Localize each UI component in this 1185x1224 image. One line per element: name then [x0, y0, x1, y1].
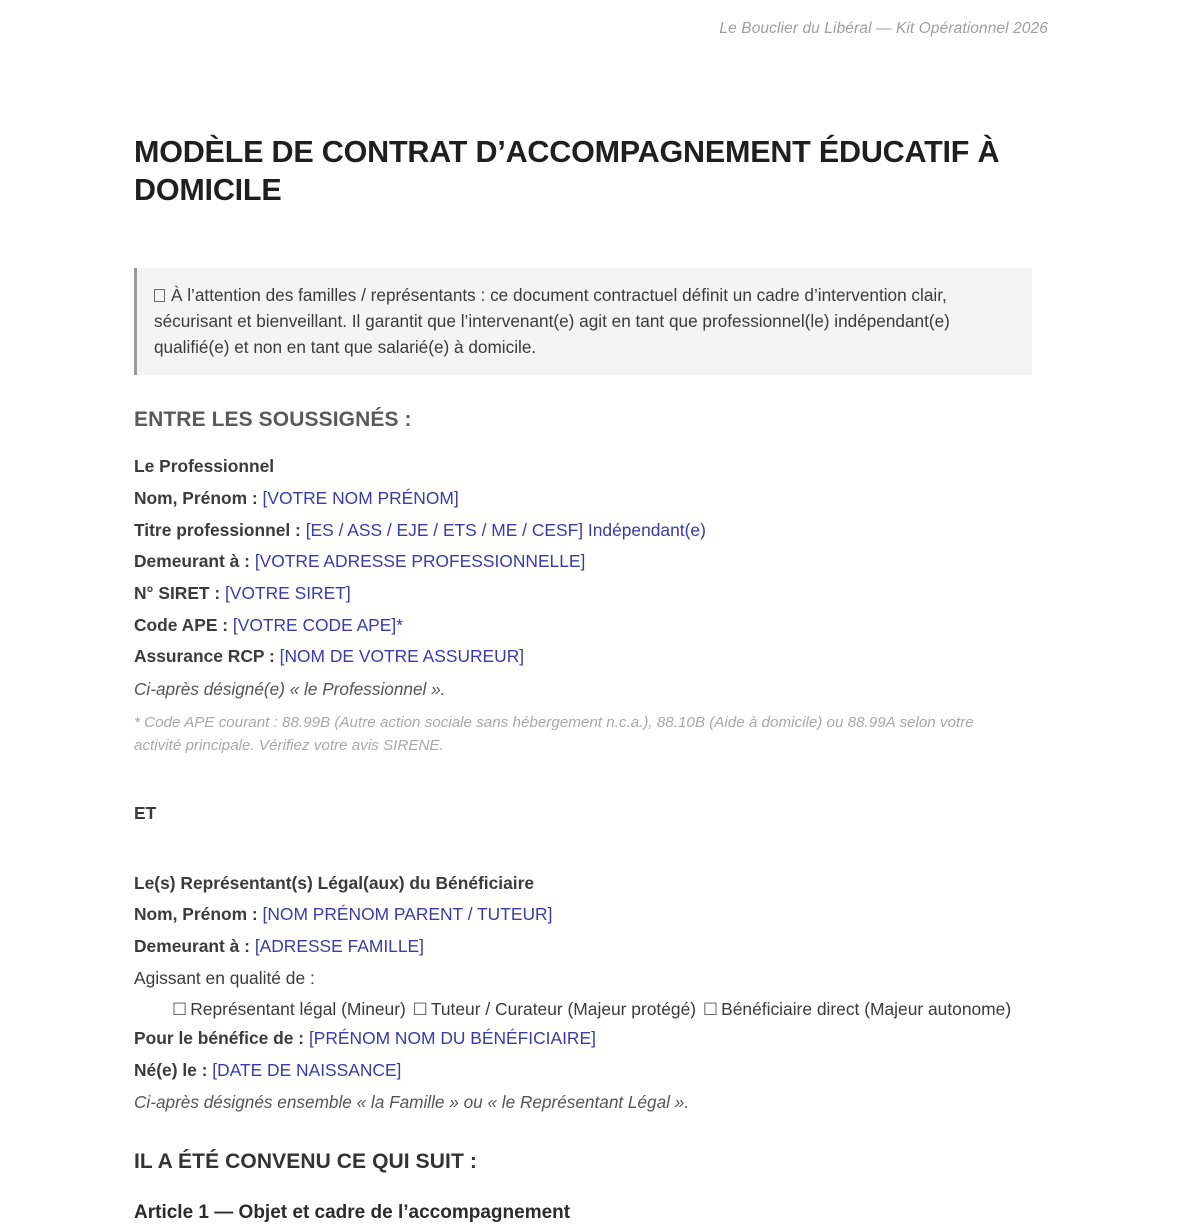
- checkbox-empty-icon[interactable]: ☐: [702, 1000, 719, 1020]
- field-date-naissance: [134, 1055, 1049, 1087]
- field-code-ape: [134, 610, 1049, 642]
- attention-callout: [134, 268, 1032, 375]
- field-label: Nom, Prénom :: [134, 487, 258, 508]
- field-siret: [134, 578, 1049, 610]
- field-demeurant-famille: [134, 931, 1049, 963]
- field-placeholder[interactable]: [DATE DE NAISSANCE]: [212, 1059, 402, 1080]
- field-pour-le-benefice-de: [134, 1023, 1049, 1055]
- attention-callout-text: À l’attention des familles / représentants : ce document contractuel définit un cadre d’intervention clair, sécurisant et bienveillant. Il garantit que l’intervenant(e) agit en tant que professionnel(le) indépendant(e) qualifié(e) et non en tant que salarié(e) à domicile.: [154, 284, 950, 358]
- capacity-option-label: Tuteur / Curateur (Majeur protégé): [430, 999, 697, 1020]
- party-family: [134, 868, 1049, 1117]
- capacity-option-beneficiaire-direct[interactable]: [703, 999, 1011, 1019]
- field-nom-prenom-pro: [134, 483, 1049, 515]
- capacity-options: [134, 996, 1012, 1023]
- professional-designation-note: Ci-après désigné(e) « le Professionnel ».: [134, 678, 446, 699]
- checkbox-empty-icon[interactable]: ☐: [412, 1000, 428, 1020]
- party-family-title-label: Le(s) Représentant(s) Légal(aux) du Bénéficiaire: [134, 872, 535, 893]
- field-label: Né(e) le :: [134, 1059, 208, 1080]
- field-placeholder[interactable]: [VOTRE CODE APE]*: [232, 614, 403, 635]
- field-nom-prenom-famille: [134, 899, 1049, 931]
- field-label: Pour le bénéfice de :: [134, 1028, 305, 1049]
- field-label: Code APE :: [134, 614, 229, 635]
- page-title: MODÈLE DE CONTRAT D’ACCOMPAGNEMENT ÉDUCATIF À DOMICILE: [134, 135, 1000, 208]
- party-family-title: [134, 868, 1049, 900]
- field-placeholder[interactable]: [NOM DE VOTRE ASSUREUR]: [279, 646, 525, 667]
- capacity-option-representant-legal[interactable]: [172, 999, 406, 1019]
- capacity-label: Agissant en qualité de :: [134, 967, 315, 988]
- party-professional: [134, 451, 1049, 756]
- family-designation-note: Ci-après désignés ensemble « la Famille » ou « le Représentant Légal ».: [134, 1092, 690, 1113]
- capacity-option-label: Représentant légal (Mineur): [190, 999, 406, 1020]
- field-placeholder[interactable]: [PRÉNOM NOM DU BÉNÉFICIAIRE]: [308, 1028, 596, 1049]
- document-content: [134, 0, 1049, 1224]
- field-placeholder[interactable]: [ES / ASS / EJE / ETS / ME / CESF] Indépendant(e): [305, 519, 706, 540]
- field-placeholder[interactable]: [ADRESSE FAMILLE]: [254, 935, 424, 956]
- article-1-heading: Article 1 — Objet et cadre de l’accompagnement: [134, 1201, 571, 1223]
- field-placeholder[interactable]: [NOM PRÉNOM PARENT / TUTEUR]: [262, 904, 553, 925]
- field-placeholder[interactable]: [VOTRE NOM PRÉNOM]: [262, 487, 459, 508]
- checkbox-empty-icon[interactable]: ☐: [172, 1000, 188, 1020]
- missing-glyph-box-icon: [154, 289, 165, 302]
- field-label: Nom, Prénom :: [134, 904, 258, 925]
- field-label: Demeurant à :: [134, 551, 250, 572]
- section-heading-agreement: IL A ÉTÉ CONVENU CE QUI SUIT :: [134, 1149, 477, 1173]
- field-label: Titre professionnel :: [134, 519, 301, 540]
- conjunction-et: ET: [134, 802, 157, 823]
- party-professional-title-label: Le Professionnel: [134, 456, 275, 477]
- section-heading-parties: ENTRE LES SOUSSIGNÉS :: [134, 408, 412, 432]
- code-ape-footnote: * Code APE courant : 88.99B (Autre action sociale sans hébergement n.c.a.), 88.10B (Aide à domicile) ou 88.99A selon votre activité principale. Vérifiez votre avis SIRENE.: [134, 714, 974, 754]
- capacity-option-tuteur-curateur[interactable]: [413, 999, 696, 1019]
- running-header: Le Bouclier du Libéral — Kit Opérationnel 2026: [719, 20, 1048, 37]
- field-label: Assurance RCP :: [134, 646, 275, 667]
- field-placeholder[interactable]: [VOTRE SIRET]: [225, 582, 351, 603]
- field-label: Demeurant à :: [134, 935, 250, 956]
- field-titre-professionnel: [134, 515, 1049, 547]
- capacity-option-label: Bénéficiaire direct (Majeur autonome): [721, 999, 1012, 1020]
- field-assurance-rcp: [134, 641, 1049, 673]
- party-professional-title: [134, 451, 1049, 483]
- field-placeholder[interactable]: [VOTRE ADRESSE PROFESSIONNELLE]: [254, 551, 586, 572]
- field-label: N° SIRET :: [134, 582, 221, 603]
- field-demeurant-pro: [134, 546, 1049, 578]
